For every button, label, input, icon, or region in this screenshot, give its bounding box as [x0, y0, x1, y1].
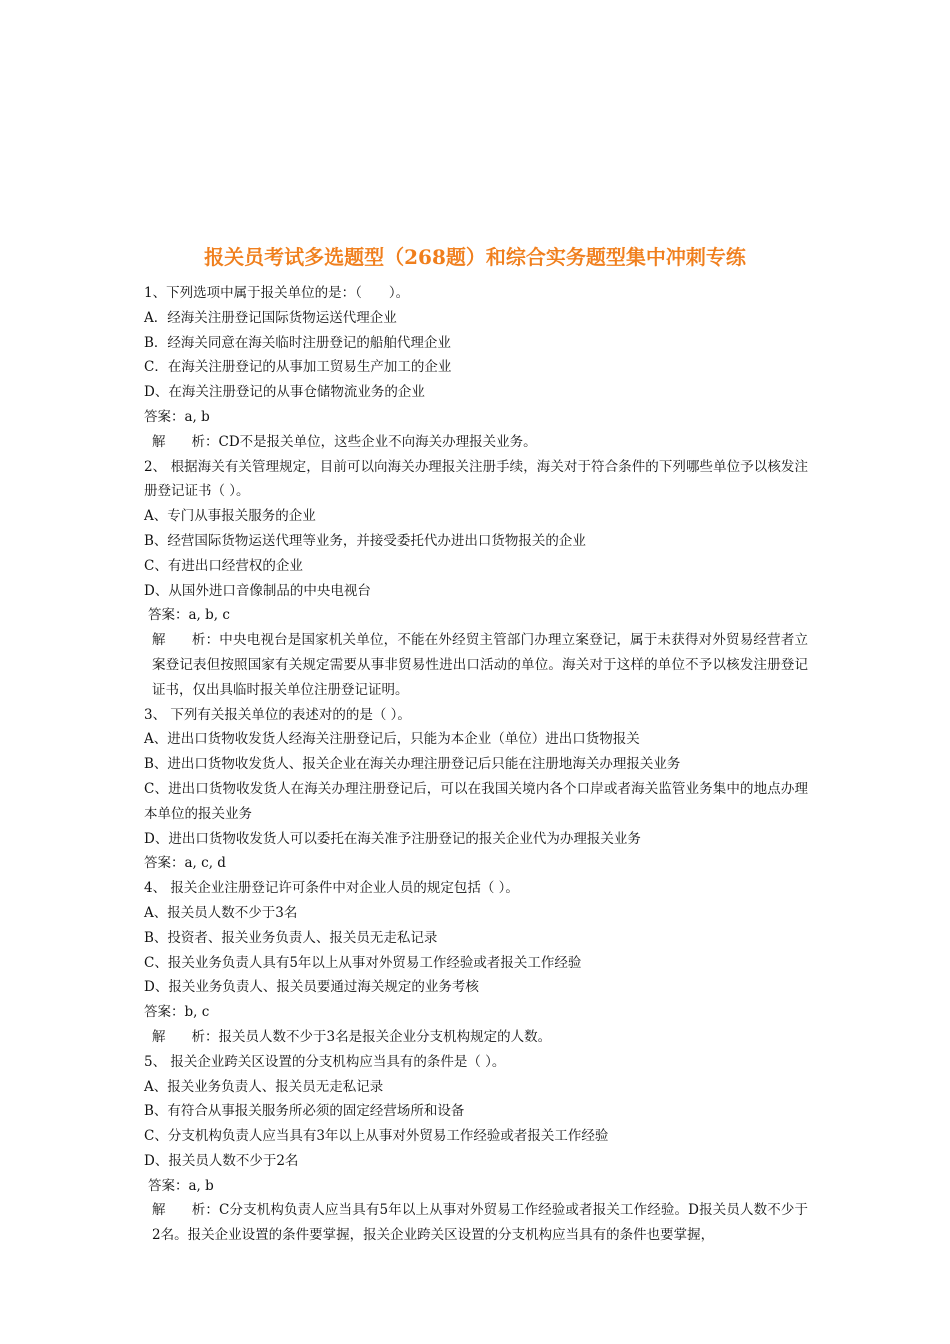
option-b: B、经营国际货物运送代理等业务，并接受委托代办进出口货物报关的企业	[144, 532, 586, 549]
analysis-text: 报关员人数不少于3名是报关企业分支机构规定的人数。	[218, 1028, 552, 1045]
option-a: A．经海关注册登记国际货物运送代理企业	[144, 309, 397, 326]
analysis-text: 中央电视台是国家机关单位，不能在外经贸主管部门办理立案登记，属于未获得对外贸易经营者立案登记表但按照国家有关规定需要从事非贸易性进出口活动的单位。海关对于这样的单位不予以核发注册登记证书，仅出具临时报关单位注册登记证明。	[152, 632, 809, 698]
question-stem: 2、 根据海关有关管理规定，目前可以向海关办理报关注册手续，海关对于符合条件的下列哪些单位予以核发注册登记证书（ ）。	[144, 458, 808, 500]
option-a: A、报关员人数不少于3名	[144, 904, 298, 921]
question-item	[144, 455, 808, 703]
analysis	[144, 1198, 808, 1248]
answer: 答案：a, b	[144, 408, 210, 425]
analysis-text: C分支机构负责人应当具有5年以上从事对外贸易工作经验或者报关工作经验。D报关员人数不少于2名。报关企业设置的条件要掌握，报关企业跨关区设置的分支机构应当具有的条件也要掌握，	[152, 1202, 809, 1244]
question-stem: 5、 报关企业跨关区设置的分支机构应当具有的条件是（ ）。	[144, 1053, 506, 1070]
option-c: C、报关业务负责人具有5年以上从事对外贸易工作经验或者报关工作经验	[144, 954, 582, 971]
option-d: D、报关员人数不少于2名	[144, 1152, 299, 1169]
analysis-label: 解	[152, 433, 166, 450]
option-b: B、进出口货物收发货人、报关企业在海关办理注册登记后只能在注册地海关办理报关业务	[144, 756, 681, 773]
option-b: B、投资者、报关业务负责人、报关员无走私记录	[144, 929, 438, 946]
option-c: C．在海关注册登记的从事加工贸易生产加工的企业	[144, 359, 452, 376]
analysis-label-2: 析：	[191, 433, 219, 450]
question-item	[144, 876, 808, 1050]
option-a: A、进出口货物收发货人经海关注册登记后，只能为本企业（单位）进出口货物报关	[144, 731, 640, 748]
analysis-label: 解	[152, 1028, 166, 1045]
analysis	[144, 430, 808, 455]
analysis	[144, 1025, 808, 1050]
option-d: D、在海关注册登记的从事仓储物流业务的企业	[144, 384, 425, 401]
option-a: A、报关业务负责人、报关员无走私记录	[144, 1078, 384, 1095]
option-b: B．经海关同意在海关临时注册登记的船舶代理企业	[144, 334, 451, 351]
answer: 答案：a, b, c	[148, 607, 230, 624]
analysis	[144, 628, 808, 702]
answer: 答案：a, b	[148, 1177, 214, 1194]
option-c: C、有进出口经营权的企业	[144, 557, 303, 574]
question-list	[144, 281, 808, 1248]
question-item	[144, 281, 808, 455]
option-d: D、进出口货物收发货人可以委托在海关准予注册登记的报关企业代为办理报关业务	[144, 830, 641, 847]
answer: 答案：b, c	[144, 1004, 210, 1021]
analysis-label: 解	[152, 1202, 166, 1219]
analysis-label-2: 析：	[191, 1202, 220, 1219]
question-item	[144, 703, 808, 877]
analysis-text: CD不是报关单位，这些企业不向海关办理报关业务。	[218, 433, 537, 450]
analysis-label-2: 析：	[191, 1028, 219, 1045]
question-stem: 3、 下列有关报关单位的表述对的的是（ ）。	[144, 706, 411, 723]
option-b: B、有符合从事报关服务所必须的固定经营场所和设备	[144, 1103, 465, 1120]
question-stem: 4、 报关企业注册登记许可条件中对企业人员的规定包括（ ）。	[144, 880, 519, 897]
option-c: C、分支机构负责人应当具有3年以上从事对外贸易工作经验或者报关工作经验	[144, 1128, 609, 1145]
analysis-label-2: 析：	[191, 632, 220, 649]
page-title: 报关员考试多选题型（268题）和综合实务题型集中冲刺专练	[204, 245, 746, 269]
option-a: A、专门从事报关服务的企业	[144, 508, 316, 525]
option-d: D、从国外进口音像制品的中央电视台	[144, 582, 371, 599]
option-d: D、报关业务负责人、报关员要通过海关规定的业务考核	[144, 979, 479, 996]
question-stem: 1、下列选项中属于报关单位的是：（ ）。	[144, 285, 410, 301]
answer: 答案：a, c, d	[144, 855, 226, 872]
option-c: C、进出口货物收发货人在海关办理注册登记后，可以在我国关境内各个口岸或者海关监管业务集中的地点办理本单位的报关业务	[144, 780, 808, 822]
analysis-label: 解	[152, 632, 166, 649]
question-item	[144, 1050, 808, 1248]
